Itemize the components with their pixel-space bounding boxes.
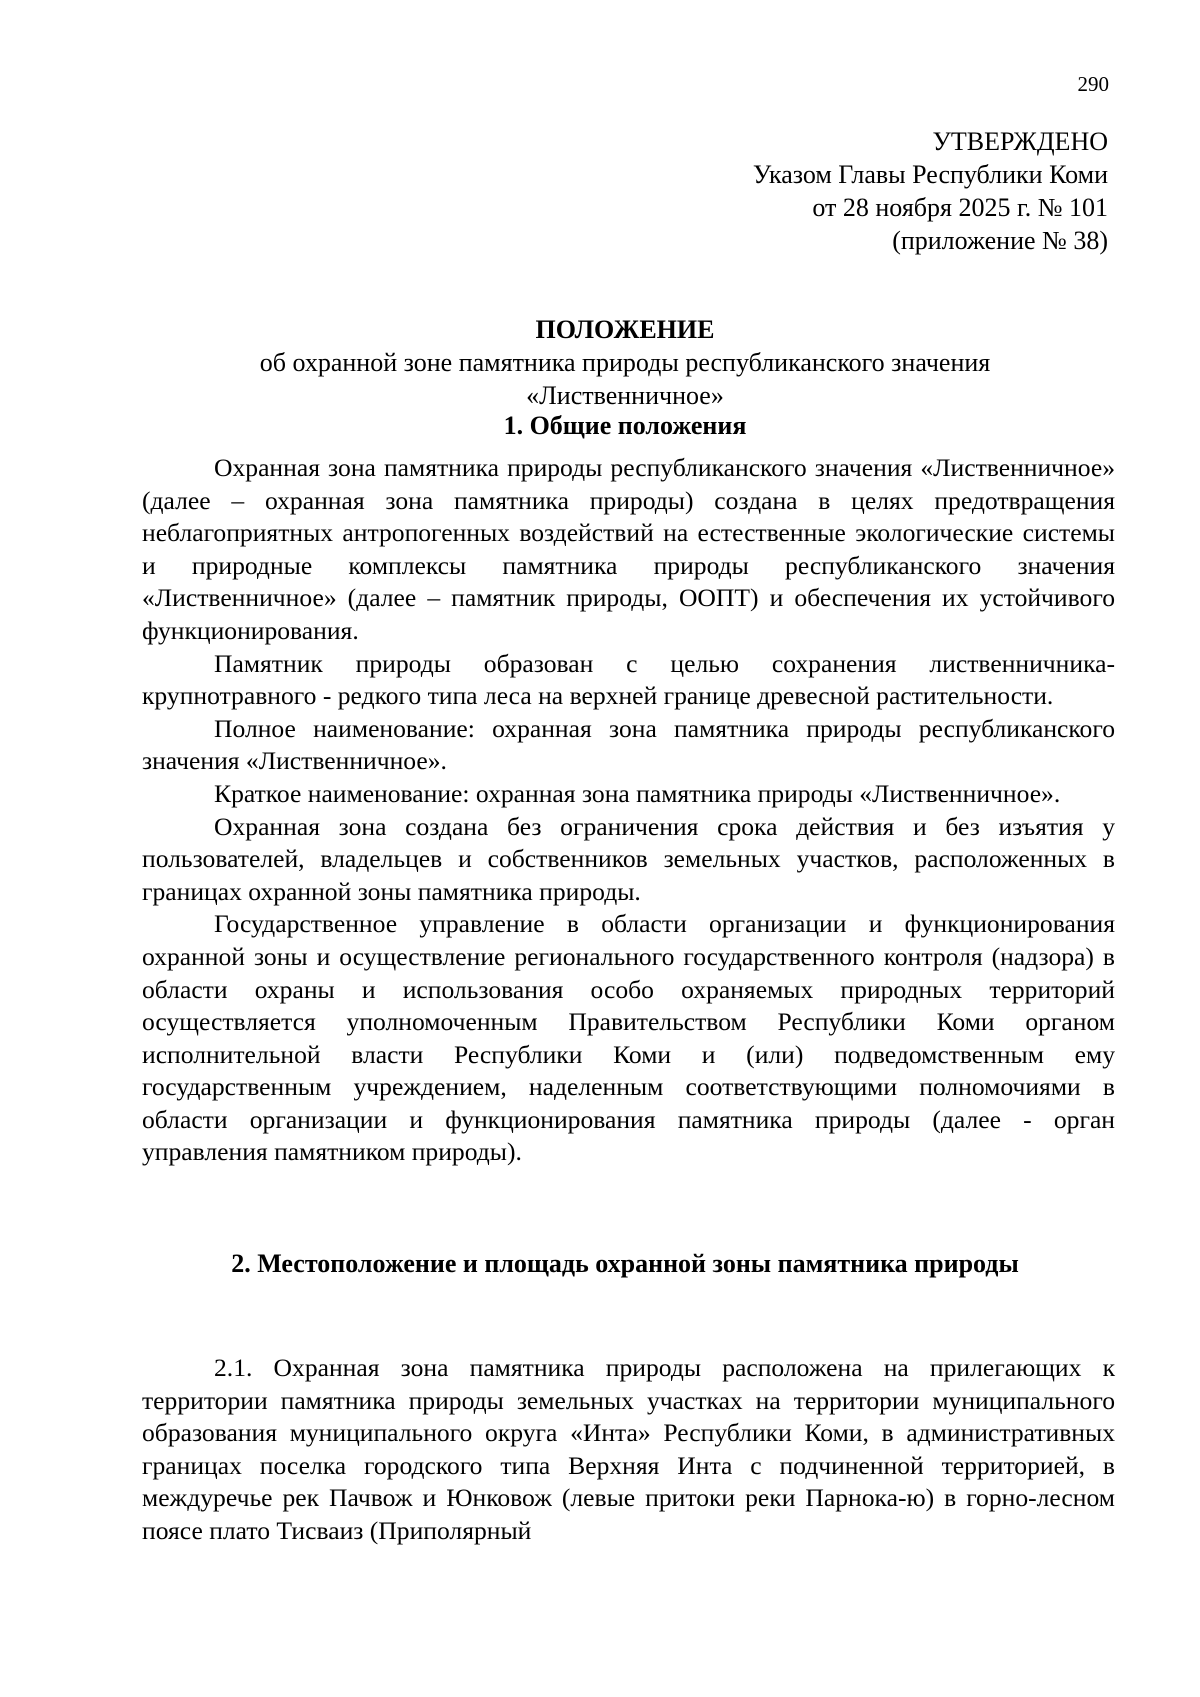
section-1-paragraph-1: Охранная зона памятника природы республиканского значения «Лиственничное» (далее – охранная зона памятника природы) создана в целях предотвращения неблагоприятных антропогенных воздействий на естественные экологические системы и природные комплексы памятника природы республиканского значения «Лиственничное» (далее – памятник природы, ООПТ) и обеспечения их устойчивого функционирования. — [142, 453, 1115, 645]
section-1-paragraph-6: Государственное управление в области организации и функционирования охранной зоны и осуществление регионального государственного контроля (надзора) в области охраны и использования особо охраняемых природных территорий осуществляется уполномоченным Правительством Республики Коми органом исполнительной власти Республики Коми и (или) подведомственным ему государственным учреждением, наделенным соответствующими полномочиями в области организации и функционирования памятника природы (далее - орган управления памятником природы). — [142, 909, 1115, 1167]
document-title: ПОЛОЖЕНИЕ — [535, 315, 715, 344]
approval-line-appendix: (приложение № 38) — [892, 226, 1108, 255]
section-1-paragraph-4: Краткое наименование: охранная зона памятника природы «Лиственничное». — [214, 778, 1061, 808]
document-subtitle-line2: «Лиственничное» — [526, 381, 724, 410]
section-1-heading: 1. Общие положения — [503, 411, 747, 440]
approval-line-decree: Указом Главы Республики Коми — [752, 160, 1108, 189]
section-2-paragraph-1: 2.1. Охранная зона памятника природы расположена на прилегающих к территории памятника природы земельных участках на территории муниципального образования муниципального округа «Инта» Республики Коми, в административных границах поселка городского типа Верхняя Инта с подчиненной территорией, в междуречье рек Пачвож и Юнковож (левые притоки реки Парнока-ю) в горно-лесном поясе плато Тисваиз (Приполярный — [142, 1353, 1115, 1545]
approval-line-date: от 28 ноября 2025 г. № 101 — [812, 193, 1108, 222]
section-2-heading: 2. Местоположение и площадь охранной зоны памятника природы — [231, 1249, 1019, 1278]
section-1-paragraph-5: Охранная зона создана без ограничения срока действия и без изъятия у пользователей, владельцев и собственников земельных участков, расположенных в границах охранной зоны памятника природы. — [142, 811, 1115, 906]
approval-stamp-block — [753, 125, 1108, 257]
section-1-body — [142, 452, 1115, 1169]
document-subtitle-line1: об охранной зоне памятника природы республиканского значения — [259, 348, 991, 377]
section-2-body — [142, 1352, 1115, 1548]
page-number: 290 — [1077, 72, 1109, 96]
approval-line-approved: УТВЕРЖДЕНО — [932, 127, 1108, 156]
document-title-block — [140, 313, 1110, 412]
section-1-paragraph-3: Полное наименование: охранная зона памятника природы республиканского значения «Лиственничное». — [142, 713, 1115, 776]
section-1-paragraph-2: Памятник природы образован с целью сохранения лиственничника-крупнотравного - редкого типа леса на верхней границе древесной растительности. — [142, 648, 1115, 711]
